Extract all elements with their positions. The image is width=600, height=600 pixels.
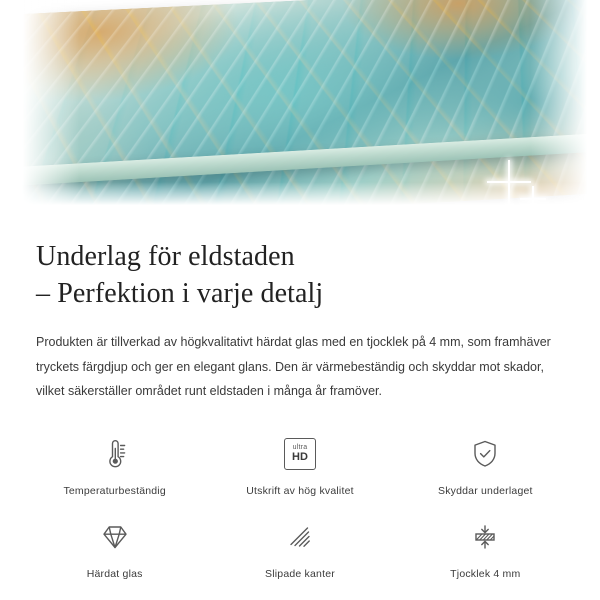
- feature-label: Utskrift av hög kvalitet: [246, 484, 354, 497]
- feature-item: [207, 426, 392, 503]
- feature-label: Skyddar underlaget: [437, 484, 533, 497]
- feature-label: Temperaturbeständig: [63, 484, 166, 497]
- shield-check-icon: [461, 432, 509, 476]
- feature-item: [22, 509, 207, 586]
- hero-image: [0, 0, 600, 222]
- feature-label: Tjocklek 4 mm: [450, 567, 521, 580]
- feature-grid: [0, 404, 600, 586]
- thermometer-icon: [91, 432, 139, 476]
- feature-label: Härdat glas: [86, 567, 143, 580]
- diamond-icon: [91, 515, 139, 559]
- image-fade-bottom: [0, 182, 600, 222]
- ultra-hd-badge-bottom: HD: [292, 451, 308, 464]
- page-title-line-2: – Perfektion i varje detalj: [36, 278, 324, 310]
- page-title-line-1: Underlag för eldstaden: [36, 241, 295, 272]
- ultra-hd-badge-top: ultra: [292, 444, 308, 452]
- feature-item: [393, 426, 578, 503]
- product-description-text: Produkten är tillverkad av högkvalitativt härdat glas med en tjocklek på 4 mm, som framhäver tryckets färgdjup och ger en elegant glans. Den är värmebeständig och skyddar mot skador, vilket säkerställer området runt eldstaden i många år framöver.: [36, 335, 551, 399]
- content-section: [0, 222, 600, 586]
- polished-edges-icon: [276, 515, 324, 559]
- page-title: [0, 222, 600, 312]
- feature-item: [207, 509, 392, 586]
- thickness-icon: [461, 515, 509, 559]
- ultra-hd-icon: [276, 432, 324, 476]
- feature-item: [393, 509, 578, 586]
- feature-item: [22, 426, 207, 503]
- feature-label: Slipade kanter: [265, 567, 335, 580]
